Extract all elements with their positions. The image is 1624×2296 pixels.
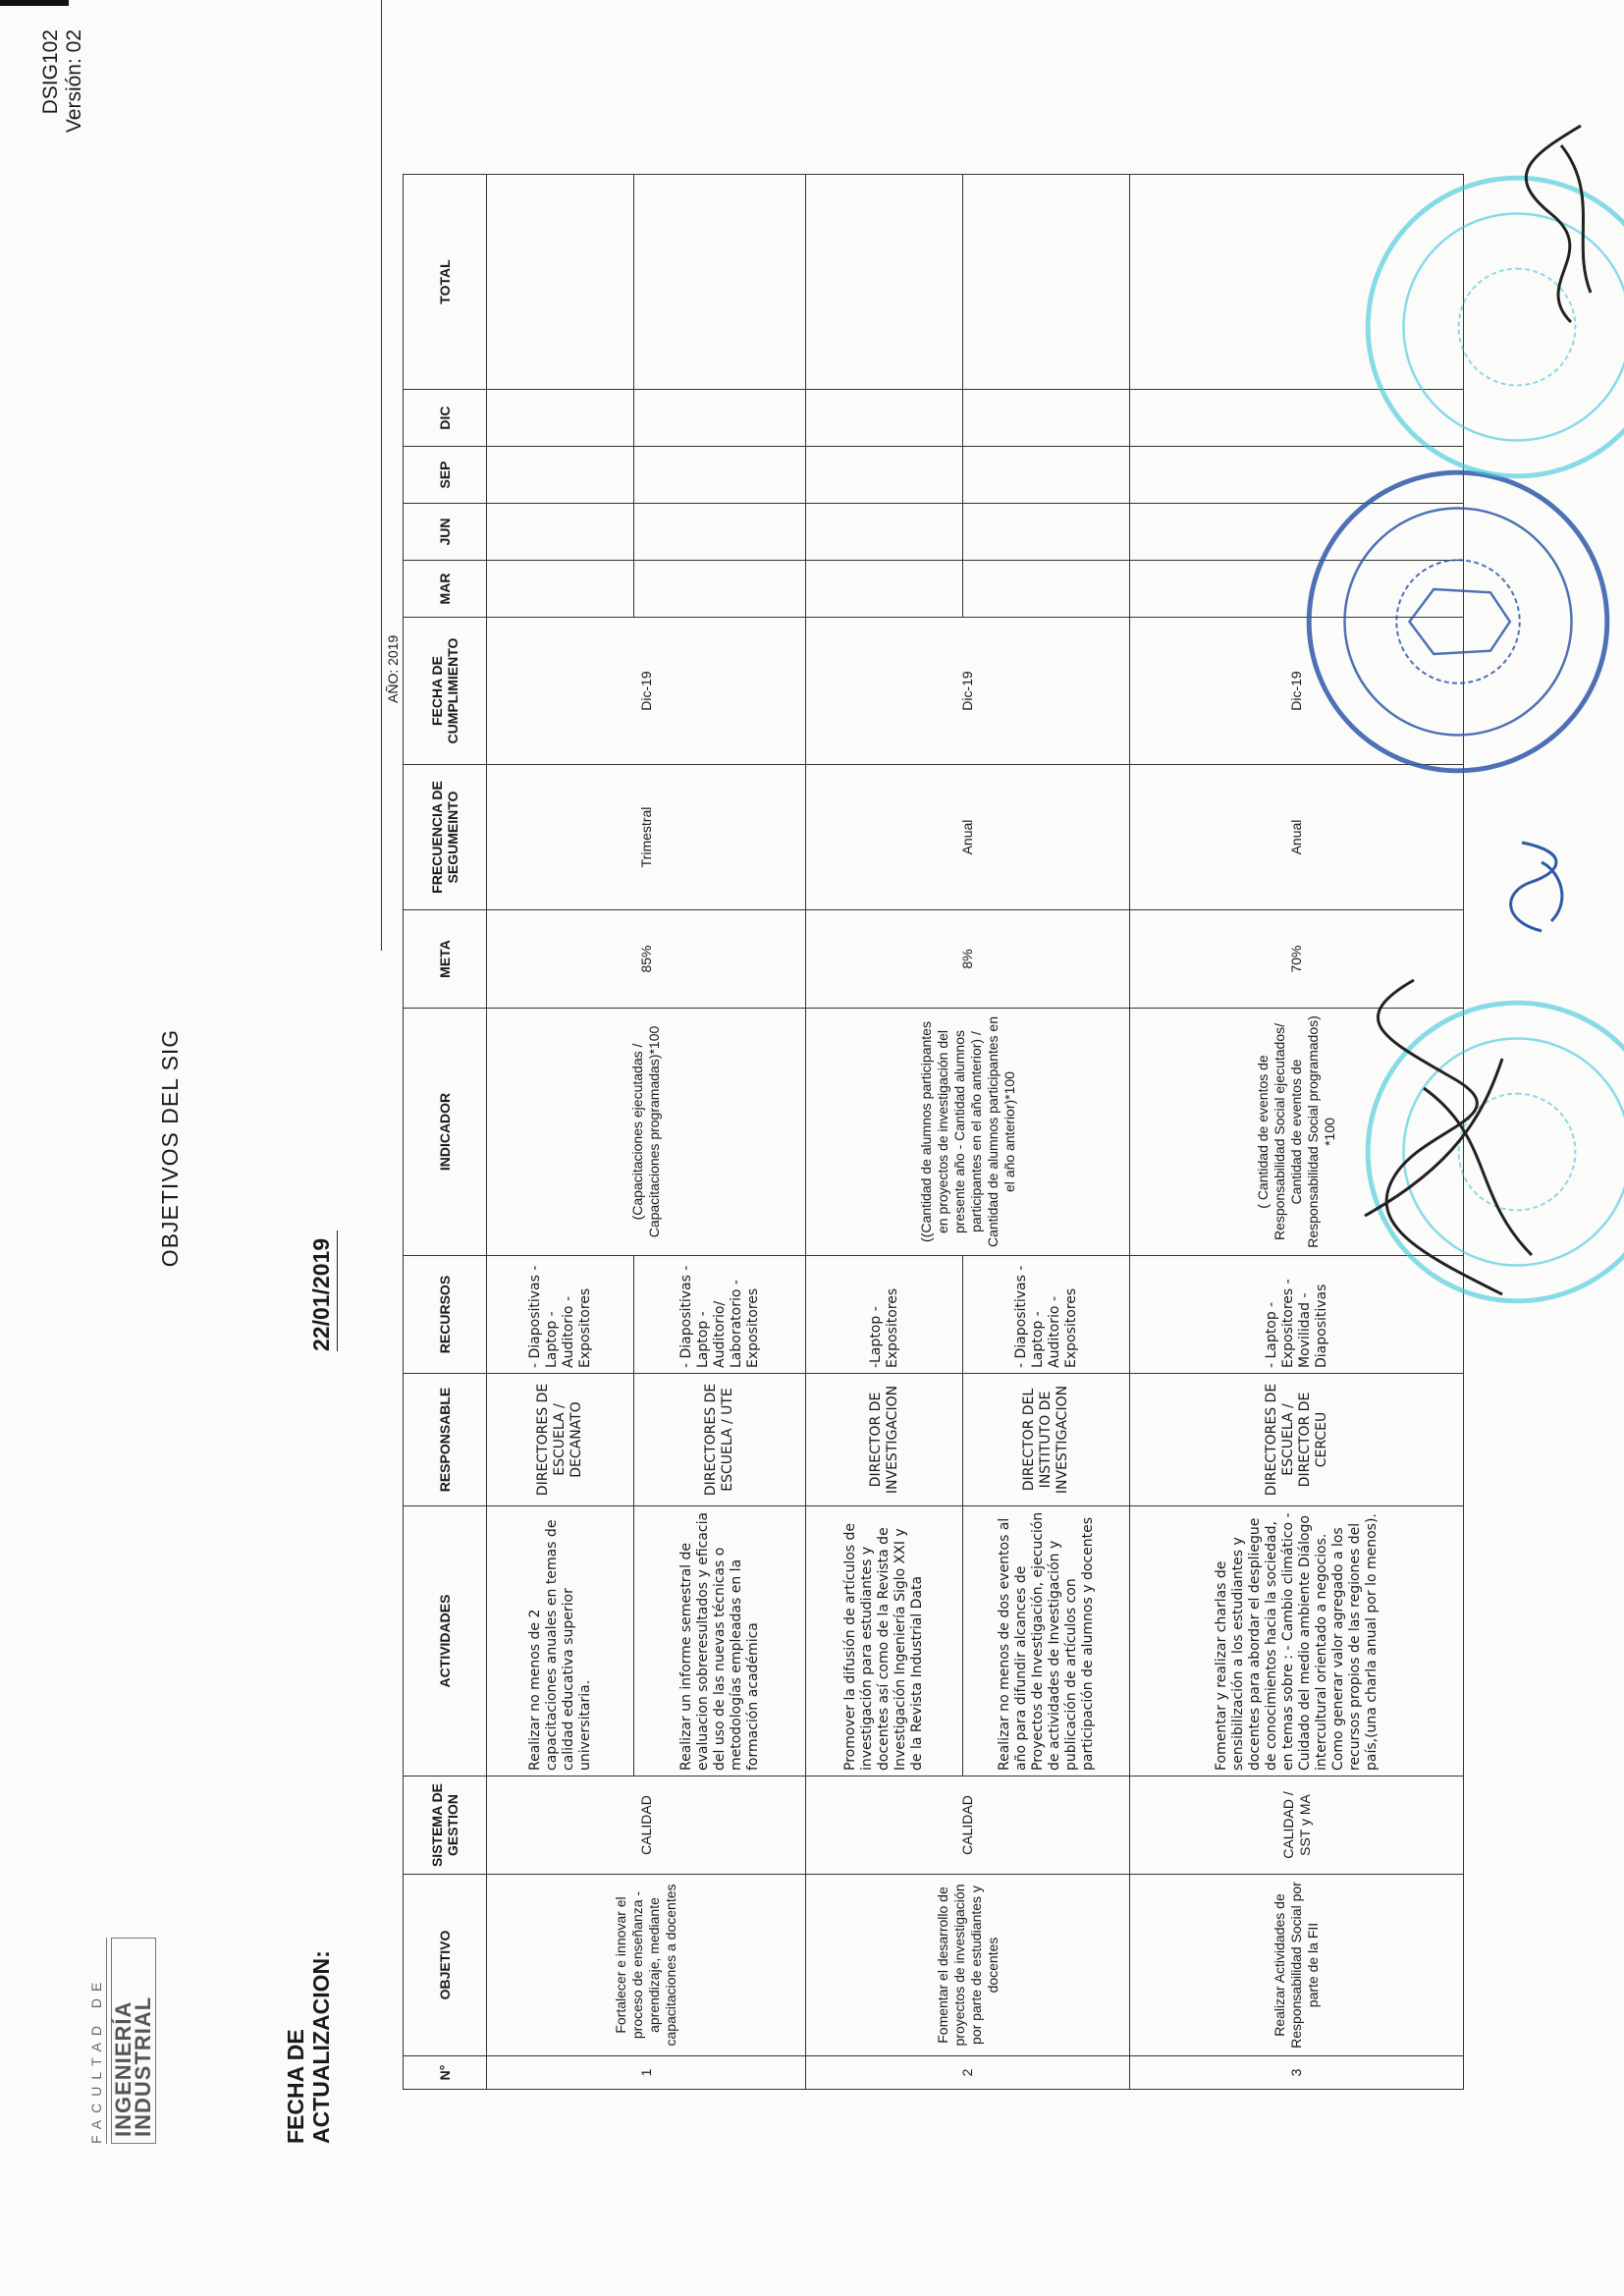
table-row: [487, 175, 634, 2090]
col-header-total: TOTAL: [404, 175, 487, 390]
responsible-cell: DIRECTORES DE ESCUELA / DECANATO: [487, 1374, 634, 1506]
total-cell: [963, 175, 1130, 390]
col-header-frequency: FRECUENCIA DE SEGUMEINTO: [404, 765, 487, 910]
responsible-cell: DIRECTORES DE ESCUELA / UTE: [634, 1374, 806, 1506]
deadline-cell: Dic-19: [1130, 618, 1464, 765]
col-header-resources: RECURSOS: [404, 1256, 487, 1374]
update-date-label: [283, 1950, 334, 2144]
sep-cell: [963, 447, 1130, 504]
row-number: 1: [487, 2056, 806, 2090]
objective-cell: Fomentar el desarrollo de proyectos de investigación por parte de estudiantes y docentes: [806, 1875, 1130, 2056]
goal-cell: 85%: [487, 910, 806, 1009]
activity-cell: Realizar no menos de 2 capacitaciones anuales en temas de calidad educativa superior universitaria.: [487, 1506, 634, 1777]
jun-cell: [634, 504, 806, 561]
responsible-cell: DIRECTORES DE ESCUELA / DIRECTOR DE CERCEU: [1130, 1374, 1464, 1506]
mar-cell: [963, 561, 1130, 618]
sep-cell: [806, 447, 963, 504]
indicator-cell: (Capacitaciones ejecutadas / Capacitaciones programadas)*100: [487, 1009, 806, 1256]
document-version: Versión: 02: [63, 29, 85, 134]
jun-cell: [487, 504, 634, 561]
total-cell: [634, 175, 806, 390]
col-header-indicator: INDICADOR: [404, 1009, 487, 1256]
responsible-cell: DIRECTOR DEL INSTITUTO DE INVESTIGACION: [963, 1374, 1130, 1506]
mar-cell: [487, 561, 634, 618]
responsible-cell: DIRECTOR DE INVESTIGACION: [806, 1374, 963, 1506]
sep-cell: [487, 447, 634, 504]
col-header-dic: DIC: [404, 390, 487, 447]
mar-cell: [634, 561, 806, 618]
resources-cell: - Diapositivas -Laptop -Auditorio -Expositores: [487, 1256, 634, 1374]
document-code: DSIG102: [39, 29, 62, 115]
col-header-activities: ACTIVIDADES: [404, 1506, 487, 1777]
table-header-row: [404, 175, 487, 2090]
objective-cell: Fortalecer e innovar el proceso de enseñanza - aprendizaje, mediante capacitaciones a docentes: [487, 1875, 806, 2056]
col-header-mar: MAR: [404, 561, 487, 618]
col-header-deadline: FECHA DE CUMPLIMIENTO: [404, 618, 487, 765]
update-date-value: 22/01/2019: [308, 1230, 338, 1351]
update-date-label-line1: FECHA DE: [283, 2029, 308, 2144]
document-title: OBJETIVOS DEL SIG: [157, 1028, 183, 1268]
dic-cell: [806, 390, 963, 447]
logo-line-industrial: INGENIERÍA INDUSTRIAL: [111, 1938, 156, 2144]
col-header-objective: OBJETIVO: [404, 1875, 487, 2056]
total-cell: [806, 175, 963, 390]
resources-cell: -Laptop -Expositores: [806, 1256, 963, 1374]
jun-cell: [1130, 504, 1464, 561]
dic-cell: [634, 390, 806, 447]
frequency-cell: Anual: [806, 765, 1130, 910]
management-system-cell: CALIDAD: [806, 1777, 1130, 1875]
col-header-responsible: RESPONSABLE: [404, 1374, 487, 1506]
col-header-jun: JUN: [404, 504, 487, 561]
col-header-sep: SEP: [404, 447, 487, 504]
dic-cell: [963, 390, 1130, 447]
deadline-cell: Dic-19: [487, 618, 806, 765]
indicator-cell: ((Cantidad de alumnos participantes en proyectos de investigación del presente año - Cantidad alumnos participantes en el año anterior) / Cantidad de alumnos participantes en el año anterior)*100: [806, 1009, 1130, 1256]
mar-cell: [806, 561, 963, 618]
jun-cell: [963, 504, 1130, 561]
mar-cell: [1130, 561, 1464, 618]
col-header-management-system: SISTEMA DE GESTION: [404, 1777, 487, 1875]
frequency-cell: Anual: [1130, 765, 1464, 910]
update-date-label-line2: ACTUALIZACION:: [308, 1950, 334, 2144]
activity-cell: Promover la difusión de artículos de investigación para estudiantes y docentes así como de la Revista de Investigación Ingeniería Siglo XXI y de la Revista Industrial Data: [806, 1506, 963, 1777]
row-number: 3: [1130, 2056, 1464, 2090]
year-label: AÑO: 2019: [385, 634, 401, 703]
goal-cell: 8%: [806, 910, 1130, 1009]
handwritten-signature-main: [1306, 941, 1561, 1314]
objectives-table: [403, 174, 1464, 2090]
dic-cell: [1130, 390, 1464, 447]
activity-cell: Realizar no menos de dos eventos al año para difundir alcances de Proyectos de Investigación, ejecución de actividades de Investigación y publicación de artículos con participación de alumnos y docentes: [963, 1506, 1130, 1777]
frequency-cell: Trimestral: [487, 765, 806, 910]
year-header-line: [381, 0, 382, 951]
logo-line-faculty: FACULTAD DE: [88, 1938, 107, 2144]
sep-cell: [1130, 447, 1464, 504]
resources-cell: - Diapositivas -Laptop -Auditorio -Expositores: [963, 1256, 1130, 1374]
resources-cell: - Diapositivas -Laptop -Auditorio/ Laboratorio -Expositores: [634, 1256, 806, 1374]
jun-cell: [806, 504, 963, 561]
table-row: [806, 175, 963, 2090]
management-system-cell: CALIDAD / SST y MA: [1130, 1777, 1464, 1875]
row-number: 2: [806, 2056, 1130, 2090]
handwritten-signature-right: [1512, 116, 1610, 332]
col-header-goal: META: [404, 910, 487, 1009]
activity-cell: Realizar un informe semestral de evaluacion sobreresultados y eficacia del uso de las nuevas técnicas o metodologías empleadas en la formación académica: [634, 1506, 806, 1777]
dic-cell: [487, 390, 634, 447]
goal-cell: 70%: [1130, 910, 1464, 1009]
deadline-cell: Dic-19: [806, 618, 1130, 765]
resources-cell: - Laptop - Expositores - Movilidad - Diapositivas: [1130, 1256, 1464, 1374]
indicator-cell: ( Cantidad de eventos de Responsabilidad Social ejecutados/ Cantidad de eventos de Responsabilidad Social programados) *100: [1130, 1009, 1464, 1256]
total-cell: [1130, 175, 1464, 390]
objective-cell: Realizar Actividades de Responsabilidad Social por parte de la FII: [1130, 1875, 1464, 2056]
col-header-number: N°: [404, 2056, 487, 2090]
faculty-logo: [88, 1938, 156, 2144]
total-cell: [487, 175, 634, 390]
sep-cell: [634, 447, 806, 504]
activity-cell: Fomentar y realizar charlas de sensibilización a los estudiantes y docentes para abordar el despliegue de conocimientos hacia la sociedad, en temas sobre : - Cambio climático - Cuidado del medio ambiente Diálogo intercultural orientado a negocios. Como generar valor agregado a los recursos propios de las regiones del país,(una charla anual por lo menos).: [1130, 1506, 1464, 1777]
document-code-block: [39, 29, 86, 133]
handwritten-initials: [1492, 833, 1581, 941]
management-system-cell: CALIDAD: [487, 1777, 806, 1875]
